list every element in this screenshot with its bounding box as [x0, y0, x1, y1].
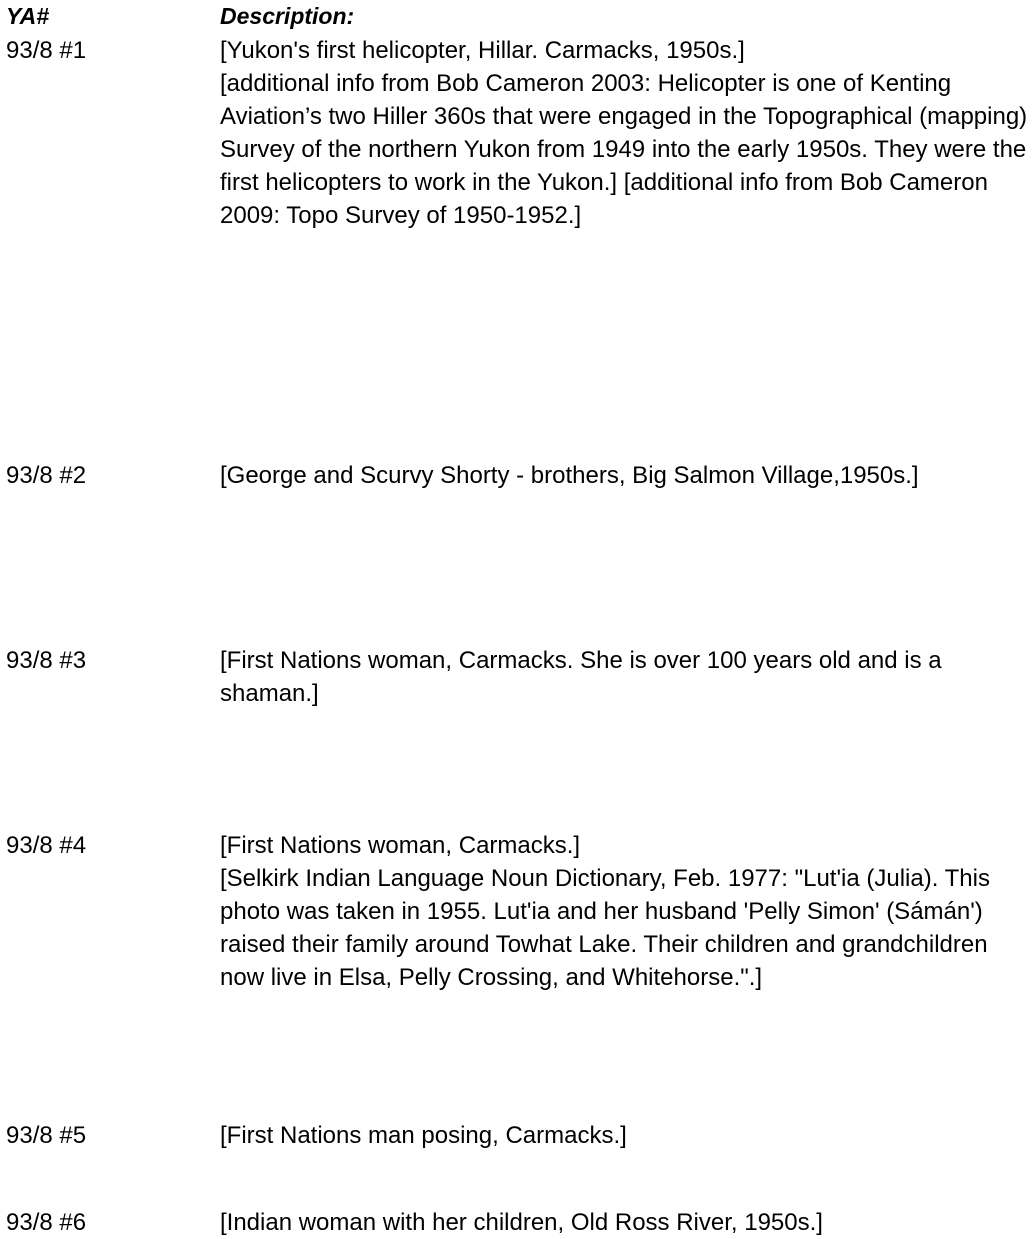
record-id: 93/8 #3: [6, 647, 87, 674]
column-header: [0, 0, 1036, 32]
record-description: [220, 459, 1032, 492]
record-id: 93/8 #6: [6, 1209, 87, 1236]
record-id: 93/8 #1: [6, 37, 87, 64]
record-id: 93/8 #2: [6, 462, 87, 489]
record-id: 93/8 #4: [6, 832, 87, 859]
id-column-heading: YA#: [6, 3, 50, 29]
record-description: [220, 829, 1032, 994]
description-line: [First Nations woman, Carmacks.]: [220, 832, 581, 859]
description-line: [George and Scurvy Shorty - brothers, Big Salmon Village,1950s.]: [220, 462, 919, 489]
record-id: 93/8 #5: [6, 1122, 87, 1149]
description-line: [First Nations woman, Carmacks. She is over 100 years old and is a shaman.]: [220, 647, 942, 707]
description-line: [Selkirk Indian Language Noun Dictionary, Feb. 1977: "Lut'ia (Julia). This photo was taken in 1955. Lut'ia and her husband 'Pelly Simon' (Sámán') raised their family around Towhat Lake. Their children and grandchildren now live in Elsa, Pelly Crossing, and Whitehorse.".]: [220, 865, 990, 991]
description-line: [Yukon's first helicopter, Hillar. Carmacks, 1950s.]: [220, 37, 745, 64]
description-line: [additional info from Bob Cameron 2003: Helicopter is one of Kenting Aviation’s two Hiller 360s that were engaged in the Topographical (mapping) Survey of the northern Yukon from 1949 into the early 1950s. They were the first helicopters to work in the Yukon.] [additional info from Bob Cameron 2009: Topo Survey of 1950-1952.]: [220, 70, 1028, 229]
record-description: [220, 1206, 1032, 1239]
record-description: [220, 1119, 1032, 1152]
description-line: [Indian woman with her children, Old Ross River, 1950s.]: [220, 1209, 823, 1236]
record-description: [220, 34, 1032, 232]
description-column-heading: Description:: [220, 3, 355, 29]
description-line: [First Nations man posing, Carmacks.]: [220, 1122, 627, 1149]
record-description: [220, 644, 1032, 710]
